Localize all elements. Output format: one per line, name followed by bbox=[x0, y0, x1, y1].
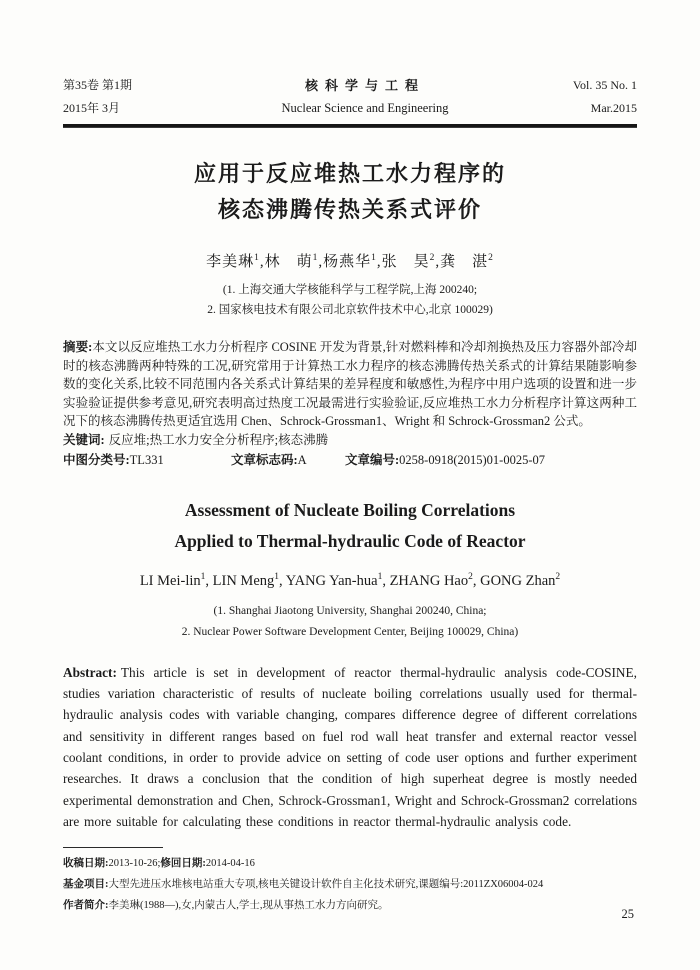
author-affil-sup: 1 bbox=[200, 571, 206, 582]
header-rule bbox=[63, 124, 637, 128]
issue-date-cn: 2015年 3月 bbox=[63, 101, 121, 115]
fund-label: 基金项目: bbox=[63, 879, 109, 891]
author-cn bbox=[265, 254, 319, 270]
keywords-text: 反应堆;热工水力安全分析程序;核态沸腾 bbox=[108, 432, 329, 447]
abstract-en bbox=[63, 662, 637, 832]
authors-en bbox=[63, 572, 637, 590]
author-separator: , bbox=[376, 254, 382, 270]
author-separator: , bbox=[205, 572, 213, 589]
footnote-bio bbox=[63, 895, 637, 916]
clc-number bbox=[63, 451, 231, 470]
author-affil-sup: 2 bbox=[429, 253, 436, 263]
author-affil-sup: 2 bbox=[468, 571, 473, 582]
author-name: GONG Zhan bbox=[480, 572, 556, 589]
clc-value: TL331 bbox=[129, 452, 164, 467]
header-right bbox=[527, 74, 637, 120]
document-code bbox=[231, 451, 345, 470]
affiliation-en-1: (1. Shanghai Jiaotong University, Shanghai 200240, China; bbox=[213, 604, 487, 617]
author-name: 李美琳 bbox=[206, 254, 255, 270]
bio-value: 李美琳(1988—),女,内蒙古人,学士,现从事热工水力方向研究。 bbox=[108, 900, 389, 912]
author-name: LIN Meng bbox=[212, 572, 275, 589]
author-cn bbox=[440, 254, 494, 270]
article-id-value: 0258-0918(2015)01-0025-07 bbox=[399, 452, 545, 467]
keywords-cn bbox=[63, 431, 637, 450]
page-number: 25 bbox=[621, 907, 634, 921]
abstract-cn-label: 摘要: bbox=[63, 340, 93, 354]
author-name: 张 昊 bbox=[381, 254, 430, 270]
author-en bbox=[480, 573, 560, 589]
issue-date-en: Mar.2015 bbox=[590, 101, 637, 115]
author-separator: , bbox=[318, 254, 324, 270]
classification-line bbox=[63, 451, 637, 470]
author-affil-sup: 2 bbox=[488, 253, 494, 263]
abstract-cn-text: 本文以反应堆热工水力分析程序 COSINE 开发为背景,针对燃料棒和冷却剂换热及压力容器外部冷却时的核态沸腾两种特殊的工况,研究常用于计算热工水力程序的核态沸腾传热关系式的计算结果随影响参数的变化关系,比较不同范围内各关系式计算结果的差异程度和敏感性,为程序中用户选项的设置和进一步实验验证提供参考意见,研究表明高过热度工况最需进行实验验证,反应堆热工水力分析程序计算这两种工况下的核态沸腾传热更适宜选用 Chen、Schrock-Grossman1、Wright 和 Schrock-Grossman2 公式。 bbox=[63, 340, 637, 429]
author-affil-sup: 1 bbox=[312, 253, 319, 263]
author-separator: , bbox=[259, 254, 265, 270]
author-name: ZHANG Hao bbox=[389, 572, 469, 589]
clc-label: 中图分类号: bbox=[63, 452, 130, 467]
article-title-en-line2: Applied to Thermal-hydraulic Code of Reactor bbox=[174, 530, 526, 551]
keywords-label: 关键词: bbox=[63, 432, 105, 447]
header-left bbox=[63, 74, 203, 120]
author-en bbox=[213, 573, 279, 589]
document-code-label: 文章标志码: bbox=[231, 452, 298, 467]
affiliation-en-2: 2. Nuclear Power Software Development Center, Beijing 100029, China) bbox=[181, 625, 519, 638]
article-title-en-line1: Assessment of Nucleate Boiling Correlations bbox=[184, 499, 516, 520]
journal-header bbox=[63, 74, 637, 120]
author-cn bbox=[206, 254, 260, 270]
author-affil-sup: 2 bbox=[555, 571, 561, 582]
author-affil-sup: 1 bbox=[371, 253, 377, 263]
received-date-label: 收稿日期: bbox=[63, 858, 109, 870]
author-affil-sup: 1 bbox=[254, 253, 260, 263]
footnote-fund bbox=[63, 874, 637, 895]
author-en bbox=[140, 573, 206, 589]
affiliation-cn-2: 2. 国家核电技术有限公司北京软件技术中心,北京 100029) bbox=[207, 304, 493, 316]
affiliations-en bbox=[63, 601, 637, 643]
author-cn bbox=[382, 254, 436, 270]
author-affil-sup: 1 bbox=[377, 571, 383, 582]
bio-label: 作者简介: bbox=[63, 900, 109, 912]
abstract-en-text: This article is set in development of reactor thermal-hydraulic analysis code-COSINE, studies variation characteristic of results of nucleate boiling correlations usually used for thermal-hydraulic analysis codes with variable changing, compares difference degree of different correlations and sensitivity in different ranges based on fuel rod wall heat transfer and external reactor vessel coolant conditions, in order to provide advice on setting of code user options and further experiment researches. It draws a conclusion that the condition of high superheat degree is mostly needed experimental demonstration and Chen, Schrock-Grossman1, Wright and Schrock-Grossman2 correlations are more suitable for calculating these conditions in reactor thermal-hydraulic analysis code. bbox=[63, 664, 637, 829]
header-center bbox=[203, 74, 527, 120]
article-title-en bbox=[63, 495, 637, 557]
affiliation-cn-1: (1. 上海交通大学核能科学与工程学院,上海 200240; bbox=[222, 284, 478, 296]
author-cn bbox=[323, 254, 377, 270]
author-separator: , bbox=[382, 572, 390, 589]
article-title-cn bbox=[63, 156, 637, 228]
document-code-value: A bbox=[297, 452, 307, 467]
author-affil-sup: 1 bbox=[274, 571, 280, 582]
author-en bbox=[390, 573, 473, 589]
footnotes bbox=[63, 853, 637, 916]
article-id bbox=[345, 451, 637, 470]
fund-value: 大型先进压水堆核电站重大专项,核电关键设计软件自主化技术研究,课题编号:2011ZX06004-024 bbox=[108, 879, 544, 891]
journal-name-cn: 核科学与工程 bbox=[304, 78, 425, 93]
author-name: 林 萌 bbox=[264, 254, 313, 270]
author-name: 龚 湛 bbox=[440, 254, 489, 270]
affiliations-cn bbox=[63, 280, 637, 320]
abstract-cn bbox=[63, 338, 637, 431]
journal-name-en: Nuclear Science and Engineering bbox=[281, 101, 449, 115]
author-name: YANG Yan-hua bbox=[285, 572, 378, 589]
author-name: 杨燕华 bbox=[323, 254, 372, 270]
footnote-dates bbox=[63, 853, 637, 874]
revised-date-value: 2014-04-16 bbox=[205, 858, 255, 870]
author-separator: , bbox=[472, 572, 481, 589]
abstract-en-label: Abstract: bbox=[63, 664, 117, 680]
author-separator: , bbox=[279, 572, 286, 589]
footnote-separator bbox=[63, 847, 163, 848]
author-en bbox=[286, 573, 383, 589]
volume-issue-en: Vol. 35 No. 1 bbox=[572, 78, 637, 92]
received-date-value: 2013-10-26; bbox=[108, 858, 161, 870]
article-id-label: 文章编号: bbox=[345, 452, 400, 467]
author-separator: , bbox=[435, 254, 441, 270]
volume-issue-cn: 第35卷 第1期 bbox=[63, 78, 133, 92]
article-title-cn-line2: 核态沸腾传热关系式评价 bbox=[217, 197, 482, 222]
author-name: LI Mei-lin bbox=[139, 572, 201, 589]
authors-cn bbox=[63, 250, 637, 271]
article-title-cn-line1: 应用于反应堆热工水力程序的 bbox=[193, 161, 506, 186]
revised-date-label: 修回日期: bbox=[160, 858, 206, 870]
